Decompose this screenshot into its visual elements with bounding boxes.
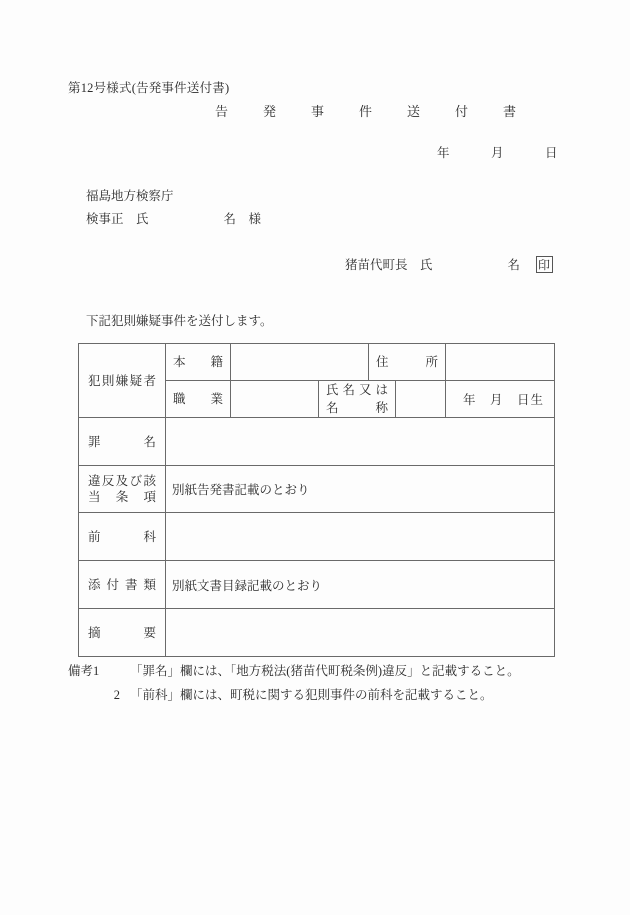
footnote-1-key: 備考1: [68, 664, 100, 678]
table-row-attachments: [79, 561, 555, 609]
tenpu-value: 別紙文書目録記載のとおり: [172, 578, 323, 593]
cell-suspect-label: [79, 344, 166, 418]
addressee-organization: 福島地方検察庁: [86, 189, 174, 203]
seal-stamp-box: 印: [536, 256, 553, 273]
footnote-2-key: 2: [113, 688, 120, 703]
shokugyo-label: 職業: [173, 392, 223, 407]
case-details-table: [78, 343, 555, 657]
form-number: 第12号様式(告発事件送付書): [68, 81, 230, 95]
sender-line: [345, 255, 553, 273]
cell-ihan-label: [79, 466, 166, 513]
date-line: 年 月 日: [437, 146, 559, 160]
footnote-1-text: 「罪名」欄には、「地方税法(猪苗代町税条例)違反」と記載すること。: [130, 664, 520, 678]
cell-jusho-label: [369, 344, 446, 381]
table-row-violated-provisions: [79, 466, 555, 513]
table-row-remarks: [79, 609, 555, 657]
footnote-2: [68, 683, 520, 707]
cell-zaimei-label: [79, 418, 166, 466]
tekiyo-label: 摘要: [88, 625, 156, 640]
table-row-suspect-honseki: [79, 344, 555, 381]
ihan-label-line2: 当条項: [88, 490, 156, 505]
zenka-label: 前科: [88, 529, 156, 544]
birthdate-value: 年 月 日生: [463, 393, 545, 408]
cell-birthdate[interactable]: [446, 381, 555, 418]
sender-name: 猪苗代町長 氏 名: [345, 258, 533, 272]
intro-sentence: 下記犯則嫌疑事件を送付します。: [86, 314, 273, 328]
cell-honseki-value[interactable]: [231, 344, 369, 381]
cell-zenka-value[interactable]: [166, 513, 555, 561]
ihan-label-line1: 違反及び該: [88, 474, 156, 488]
shimei-label-line1: 氏名又は: [326, 383, 388, 397]
footnote-1: [68, 659, 520, 683]
suspect-label: 犯則嫌疑者: [88, 373, 156, 388]
cell-tekiyo-label: [79, 609, 166, 657]
cell-shimei-value[interactable]: [396, 381, 446, 418]
cell-shokugyo-label: [166, 381, 231, 418]
cell-tenpu-value[interactable]: [166, 561, 555, 609]
tenpu-label: 添付書類: [88, 577, 156, 592]
table-row-offense-name: [79, 418, 555, 466]
cell-jusho-value[interactable]: [446, 344, 555, 381]
table-row-criminal-record: [79, 513, 555, 561]
addressee-person: 検事正 氏 名 様: [86, 212, 262, 226]
cell-shokugyo-value[interactable]: [231, 381, 319, 418]
cell-tekiyo-value[interactable]: [166, 609, 555, 657]
cell-honseki-label: [166, 344, 231, 381]
shimei-label-line2: 名 称: [326, 401, 388, 416]
cell-zenka-label: [79, 513, 166, 561]
cell-ihan-value[interactable]: [166, 466, 555, 513]
zaimei-label: 罪名: [88, 434, 156, 449]
document-title: 告 発 事 件 送 付 書: [215, 104, 528, 119]
honseki-label: 本籍: [173, 354, 223, 369]
cell-shimei-label: [319, 381, 396, 418]
footnote-2-text: 「前科」欄には、町税に関する犯則事件の前科を記載すること。: [130, 688, 493, 703]
footnotes: [68, 659, 520, 708]
ihan-value: 別紙告発書記載のとおり: [172, 483, 310, 498]
cell-tenpu-label: [79, 561, 166, 609]
cell-zaimei-value[interactable]: [166, 418, 555, 466]
jusho-label: 住所: [376, 354, 439, 369]
